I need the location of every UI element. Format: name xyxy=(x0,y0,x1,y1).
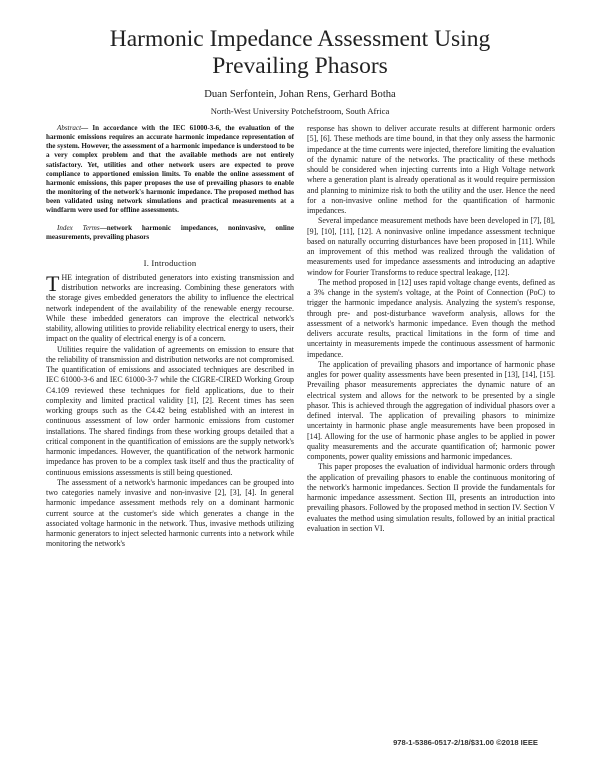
intro-paragraph-1 xyxy=(46,270,294,345)
intro-paragraph-1-text: HE integration of distributed generators into existing transmission and distribution networks are increasing. Combining these generators with the storage gives embedded generators the ability to influence the electrical network independent of the availability of the renewable energy recourse. While these imbedded generators can improve the electrical network's stability, allowing utilities to provide reliability electrical energy to users, their impact on the quality of electrical energy is of a concern. xyxy=(46,272,294,344)
intro-paragraph-2: Utilities require the validation of agreements on emission to ensure that the reliability of transmission and distribution networks are not compromised. The quantification of emissions and associated techniques are described in IEC 61000-3-6 and IEC 61000-3-7 while the CIGRE-CIRED Working Group C4.109 reviewed these techniques for field applications, due to their complexity and limited practical validity [1], [2]. Recent times has seen working groups such as the C4.42 being established with an interest in continuous assessment of low order harmonic emissions from customer installations. The shared findings from these working groups detailed that a critical component in the quantification of emissions are the supply network's harmonic impedances. However, the quantification of the network harmonic impedance has proven to be a complex task itself and thus the practicality of continuous emissions assessments is still being questioned. xyxy=(46,344,294,477)
index-terms-label: Index Terms xyxy=(57,223,100,232)
abstract-label: Abstract xyxy=(57,124,82,132)
right-paragraph-1: response has shown to deliver accurate results at different harmonic orders [5], [6]. These methods are time bound, in that they only assess the harmonic impedance at the time currents were injected, therefore limiting the evaluation of the dynamic nature of the networks. The practicality of these methods should be considered when injecting currents into a High Voltage network where a generation plant is already operational as it would require permission and planning to minimize risk to both the utility and the user. Hence the need for a non-invasive online method for the quantification of harmonic impedances. xyxy=(307,124,555,215)
index-terms-dash: — xyxy=(99,223,107,232)
index-terms xyxy=(46,224,294,242)
section-heading-introduction: I. Introduction xyxy=(143,257,197,268)
intro-paragraph-3: The assessment of a network's harmonic impedances can be grouped into two categories namely invasive and non-invasive [2], [3], [4]. In general harmonic impedance assessment methods rely on a dominant harmonic current source at the customer's side which generates a change in the associated voltage harmonic in the network. Thus, invasive methods utilizing harmonic generators to inject selected harmonic currents into a network while monitoring the network's xyxy=(46,477,294,549)
index-terms-text: network harmonic impedances, noninvasive, online measurements, prevailing phasors xyxy=(46,223,294,241)
right-paragraph-3: The method proposed in [12] uses rapid voltage change events, defined as a 3% change in the system's voltage, at the Point of Connection (PoC) to trigger the harmonic impedance analysis. Analyzing the system's response, through pre- and post-disturbance waveform analysis, allows for the assessment of a network's harmonic impedance. Even though the method delivers accurate results, practical limitations in the form of time and uncertainty in measurements impede the continuous assessment of harmonic impedance. xyxy=(307,277,555,359)
title-line-1: Harmonic Impedance Assessment Using xyxy=(109,26,491,52)
affiliation: North-West University Potchefstroom, South Africa xyxy=(210,106,390,116)
authors: Duan Serfontein, Johan Rens, Gerhard Botha xyxy=(204,89,396,100)
copyright-footer: 978-1-5386-0517-2/18/$31.00 ©2018 IEEE xyxy=(393,738,538,747)
right-paragraph-2: Several impedance measurement methods have been developed in [7], [8], [9], [10], [11], [12]. A noninvasive online impedance assessment technique based on naturally occurring disturbances have been proposed in [11]. While an improvement of this method was realized through the validation of measurements used for impedance assessments and introducing an adaptive window for Fourier Transforms to reduce spectral leakage, [12]. xyxy=(307,216,555,277)
paper-title xyxy=(60,26,540,80)
right-paragraph-5: This paper proposes the evaluation of individual harmonic orders through the application of prevailing phasors to enable the continuous monitoring of the network's harmonic impedances. Section II provide the fundamentals for harmonic impedance assessment. Section III, presents an introduction into prevailing phasors. Followed by the proposed method in section IV. Section V evaluates the method using simulation results, followed by an initial practical evaluation in section VI. xyxy=(307,462,555,533)
abstract-text: In accordance with the IEC 61000-3-6, the evaluation of the harmonic emissions requires an accurate harmonic impedance representation of the system. However, the assessment of a harmonic impedance is understood to be a very complex problem and that the available methods are not entirely satisfactory. Yet, utilities and other network users are expected to prove compliance to apportioned emission limits. To enable the online assessment of harmonic emissions, this paper proposes the use of prevailing phasors to enable the monitoring of the network's harmonic impedance. The proposed method has been validated using network simulations and practical measurements at a windfarm were used for offline assessments. xyxy=(46,124,294,215)
title-line-2: Prevailing Phasors xyxy=(212,53,388,79)
abstract-dash: — xyxy=(81,124,93,132)
abstract xyxy=(46,124,294,216)
right-column xyxy=(307,124,555,534)
left-column xyxy=(46,124,294,550)
drop-cap: T xyxy=(46,270,60,296)
right-paragraph-4: The application of prevailing phasors and importance of harmonic phase angles for power quality assessments have been presented in [13], [14], [15]. Prevailing phasor measurements appreciates the dynamic nature of an electrical system and allows for the network to be presented by a single phasor. This is achieved through the aggregation of individual phasors over a defined interval. The application of prevailing phasors to minimize uncertainty in harmonic phase angle measurements have been proposed in [14]. Allowing for the use of harmonic phase angles to be applied in power quality measurements and the accurate quantification of; harmonic power components, power quality emissions and harmonic impedances. xyxy=(307,359,555,461)
